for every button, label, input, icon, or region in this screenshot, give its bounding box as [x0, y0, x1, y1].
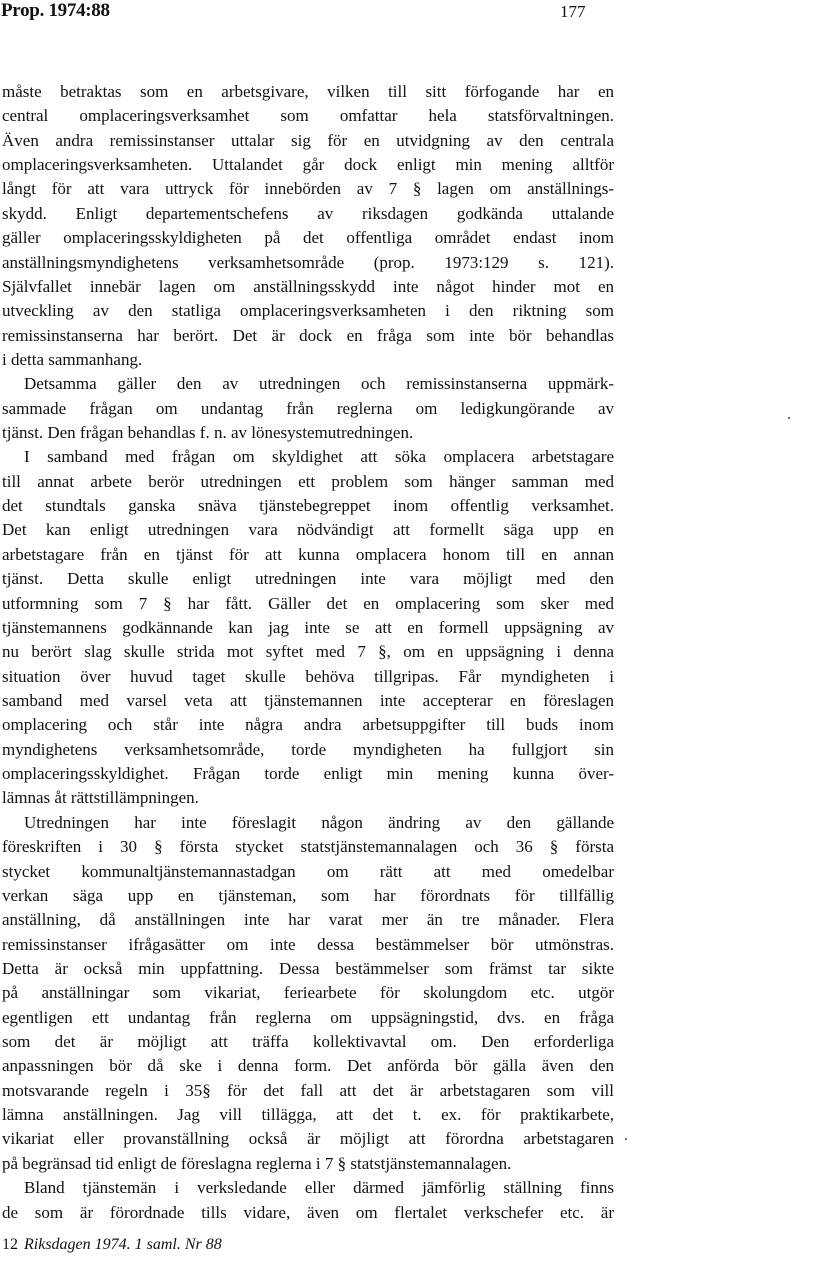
paragraph	[2, 445, 614, 810]
text-line: i detta sammanhang.	[2, 349, 143, 369]
text-line: verkan säga upp en tjänsteman, som har förordnats för tillfällig	[2, 885, 614, 905]
text-line: Utredningen har inte föreslagit någon ändring av den gällande	[24, 812, 614, 832]
text-line: tjänst. Detta skulle enligt utredningen inte vara möjligt med den	[2, 569, 614, 589]
text-line: Detsamma gäller den av utredningen och remissinstanserna uppmärk-	[24, 374, 614, 394]
text-line: I samband med frågan om skyldighet att söka omplacera arbetstagare	[24, 447, 614, 467]
text-line: gäller omplaceringsskyldigheten på det offentliga området endast inom	[2, 228, 614, 248]
text-line: Detta är också min uppfattning. Dessa bestämmelser som främst tar sikte	[2, 958, 614, 978]
text-line: måste betraktas som en arbetsgivare, vilken till sitt förfogande har en	[2, 82, 614, 101]
text-line: anställningsmyndighetens verksamhetsområde (prop. 1973:129 s. 121).	[2, 252, 614, 272]
text-line: tjänst. Den frågan behandlas f. n. av lönesystemutredningen.	[2, 423, 414, 443]
footer	[2, 1236, 222, 1254]
text-line: skydd. Enligt departementschefens av riksdagen godkända uttalande	[2, 203, 614, 223]
paragraph	[2, 372, 614, 445]
footer-signature-number: 12	[2, 1236, 18, 1253]
text-line: motsvarande regeln i 35§ för det fall att det är arbetstagaren som vill	[2, 1080, 614, 1100]
text-line: nu berört slag skulle strida mot syftet med 7 §, om en uppsägning i denna	[2, 642, 614, 662]
text-line: central omplaceringsverksamhet som omfattar hela statsförvaltningen.	[2, 106, 614, 126]
text-line: lämna anställningen. Jag vill tillägga, att det t. ex. för praktikarbete,	[2, 1105, 614, 1125]
scan-speck	[625, 1138, 627, 1140]
text-line: det stundtals ganska snäva tjänstebegreppet inom offentlig verksamhet.	[2, 496, 614, 516]
text-line: samband med varsel veta att tjänstemannen inte accepterar en föreslagen	[2, 690, 614, 710]
text-line: utformning som 7 § har fått. Gäller det en omplacering som sker med	[2, 593, 614, 613]
text-line: lämnas åt rättstillämpningen.	[2, 788, 199, 808]
text-line: utveckling av den statliga omplaceringsverksamheten i den riktning som	[2, 301, 614, 321]
text-line: Även andra remissinstanser uttalar sig för en utvidgning av den centrala	[2, 130, 614, 150]
text-line: myndighetens verksamhetsområde, torde myndigheten ha fullgjort sin	[2, 739, 614, 759]
text-line: situation över huvud taget skulle behöva tillgripas. Får myndigheten i	[2, 666, 614, 686]
text-line: remissinstanserna har berört. Det är dock en fråga som inte bör behandlas	[2, 325, 614, 345]
text-line: omplaceringsskyldighet. Frågan torde enligt min mening kunna över-	[2, 764, 614, 784]
text-line: remissinstanser ifrågasätter om inte dessa bestämmelser bör utmönstras.	[2, 934, 614, 954]
text-line: på begränsad tid enligt de föreslagna reglerna i 7 § statstjänstemannalagen.	[2, 1153, 512, 1173]
text-line: arbetstagare från en tjänst för att kunna omplacera honom till en annan	[2, 544, 614, 564]
scan-speck	[788, 417, 790, 419]
text-line: som det är möjligt att träffa kollektivavtal om. Den erforderliga	[2, 1032, 614, 1052]
text-line: omplaceringsverksamheten. Uttalandet går dock enligt min mening alltför	[2, 155, 614, 175]
text-line: vikariat eller provanställning också är möjligt att förordna arbetstagaren	[2, 1129, 614, 1149]
text-line: på anställningar som vikariat, feriearbete för skolungdom etc. utgör	[2, 983, 614, 1003]
page-number: 177	[560, 2, 586, 21]
text-line: långt för att vara uttryck för innebörden av 7 § lagen om anställnings-	[2, 179, 614, 199]
paragraph	[2, 811, 614, 1176]
body-text	[2, 80, 614, 1225]
text-line: föreskriften i 30 § första stycket statstjänstemannalagen och 36 § första	[2, 837, 614, 857]
text-line: till annat arbete berör utredningen ett problem som hänger samman med	[2, 471, 614, 491]
text-line: Bland tjänstemän i verksledande eller därmed jämförlig ställning finns	[24, 1178, 614, 1198]
text-line: anställning, då anställningen inte har varat mer än tre månader. Flera	[2, 910, 614, 930]
paragraph	[2, 1176, 614, 1225]
paragraph	[2, 80, 614, 372]
text-line: Självfallet innebär lagen om anställningsskydd inte något hinder mot en	[2, 276, 614, 296]
text-line: stycket kommunaltjänstemannastadgan om rätt att med omedelbar	[2, 861, 614, 881]
text-line: sammade frågan om undantag från reglerna om ledigkungörande av	[2, 398, 614, 418]
text-line: tjänstemannens godkännande kan jag inte se att en formell uppsägning av	[2, 617, 614, 637]
text-line: egentligen ett undantag från reglerna om uppsägningstid, dvs. en fråga	[2, 1007, 614, 1027]
text-line: Det kan enligt utredningen vara nödvändigt att formellt säga upp en	[2, 520, 614, 540]
text-line: omplacering och står inte några andra arbetsuppgifter till buds inom	[2, 715, 614, 735]
text-line: de som är förordnade tills vidare, även om flertalet verkschefer etc. är	[2, 1202, 614, 1222]
document-reference: Prop. 1974:88	[1, 0, 110, 21]
text-line: anpassningen bör då ske i denna form. Det anförda bör gälla även den	[2, 1056, 614, 1076]
footer-title: Riksdagen 1974. 1 saml. Nr 88	[24, 1236, 222, 1253]
